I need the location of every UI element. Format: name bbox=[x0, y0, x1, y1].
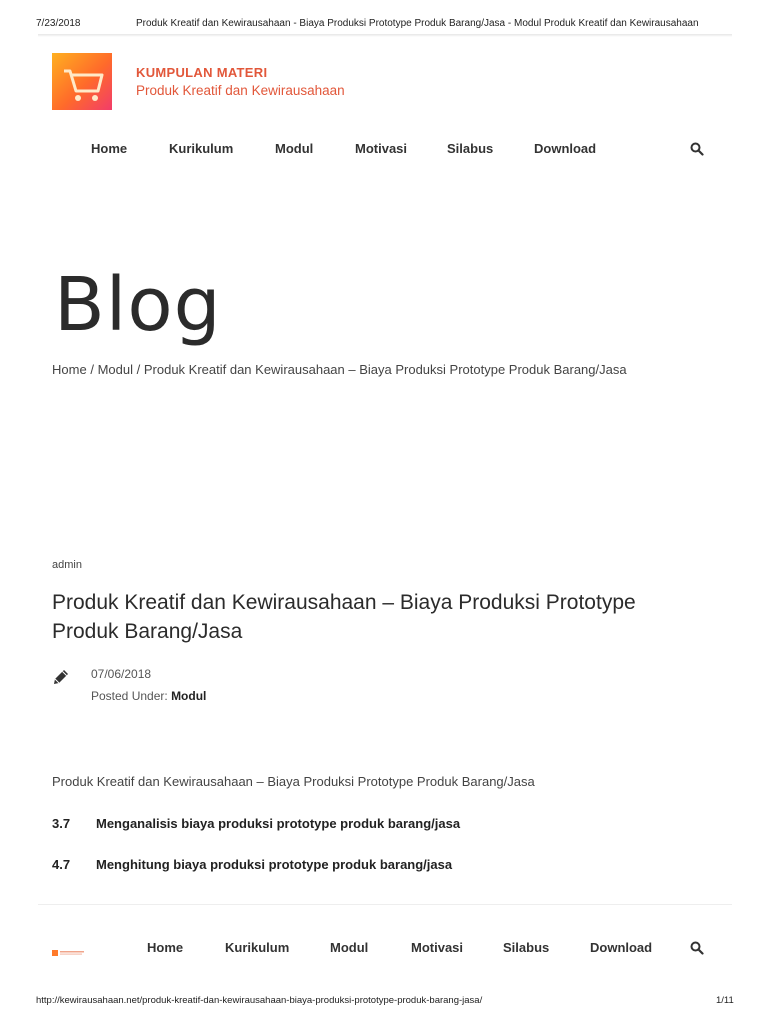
nav-item-motivasi[interactable]: Motivasi bbox=[411, 939, 464, 955]
nav-item-home[interactable]: Home bbox=[91, 140, 128, 156]
competency-item bbox=[52, 857, 452, 872]
nav-item-modul[interactable]: Modul bbox=[275, 140, 314, 156]
nav-item-kurikulum[interactable]: Kurikulum bbox=[225, 939, 290, 955]
print-page-number: 1/11 bbox=[716, 995, 734, 1006]
brand-subtitle[interactable]: Produk Kreatif dan Kewirausahaan bbox=[136, 83, 345, 98]
nav-item-download[interactable]: Download bbox=[590, 939, 653, 955]
breadcrumb-separator: / bbox=[136, 362, 141, 377]
competency-text: Menganalisis biaya produksi prototype produk barang/jasa bbox=[96, 816, 461, 831]
post-title: Produk Kreatif dan Kewirausahaan – Biaya Produksi Prototype Produk Barang/Jasa bbox=[52, 591, 636, 643]
breadcrumb bbox=[52, 362, 627, 377]
nav-item-home[interactable]: Home bbox=[147, 939, 184, 955]
post-intro: Produk Kreatif dan Kewirausahaan – Biaya Produksi Prototype Produk Barang/Jasa bbox=[52, 774, 535, 789]
breadcrumb-separator: / bbox=[90, 362, 94, 377]
competency-number: 3.7 bbox=[52, 816, 71, 831]
nav-item-silabus[interactable]: Silabus bbox=[503, 939, 550, 955]
competency-item bbox=[52, 816, 460, 831]
nav-item-modul[interactable]: Modul bbox=[330, 939, 369, 955]
print-url: http://kewirausahaan.net/produk-kreatif-dan-kewirausahaan-biaya-produksi-prototype-produk-barang-jasa/ bbox=[36, 995, 483, 1006]
print-title: Produk Kreatif dan Kewirausahaan - Biaya Produksi Prototype Produk Barang/Jasa - Modul Produk Kreatif dan Kewirausahaan bbox=[136, 18, 699, 29]
main-nav bbox=[0, 139, 768, 157]
category-link[interactable]: Modul bbox=[171, 689, 207, 703]
breadcrumb-home[interactable]: Home bbox=[52, 362, 87, 377]
breadcrumb-current: Produk Kreatif dan Kewirausahaan – Biaya Produksi Prototype Produk Barang/Jasa bbox=[143, 362, 627, 377]
nav-item-silabus[interactable]: Silabus bbox=[447, 140, 494, 156]
post-author[interactable]: admin bbox=[52, 559, 82, 571]
competency-number: 4.7 bbox=[52, 857, 71, 872]
competency-text: Menghitung biaya produksi prototype produk barang/jasa bbox=[96, 857, 453, 872]
sticky-nav bbox=[0, 938, 768, 956]
post-category bbox=[91, 689, 206, 703]
brand-name[interactable]: KUMPULAN MATERI bbox=[136, 65, 268, 80]
shopping-cart-icon bbox=[52, 53, 112, 110]
nav-item-download[interactable]: Download bbox=[534, 140, 597, 156]
nav-item-motivasi[interactable]: Motivasi bbox=[355, 140, 408, 156]
posted-under-label: Posted Under: bbox=[91, 689, 168, 703]
header-shadow bbox=[38, 34, 732, 37]
search-icon[interactable] bbox=[690, 941, 704, 960]
pencil-icon bbox=[52, 668, 70, 691]
search-icon[interactable] bbox=[690, 142, 704, 161]
breadcrumb-modul[interactable]: Modul bbox=[97, 362, 133, 377]
nav-item-kurikulum[interactable]: Kurikulum bbox=[169, 140, 234, 156]
sticky-nav-divider bbox=[38, 904, 732, 905]
print-date: 7/23/2018 bbox=[36, 18, 81, 29]
post-date: 07/06/2018 bbox=[91, 667, 152, 681]
site-logo[interactable] bbox=[52, 53, 112, 110]
page-title: Blog bbox=[54, 262, 222, 348]
